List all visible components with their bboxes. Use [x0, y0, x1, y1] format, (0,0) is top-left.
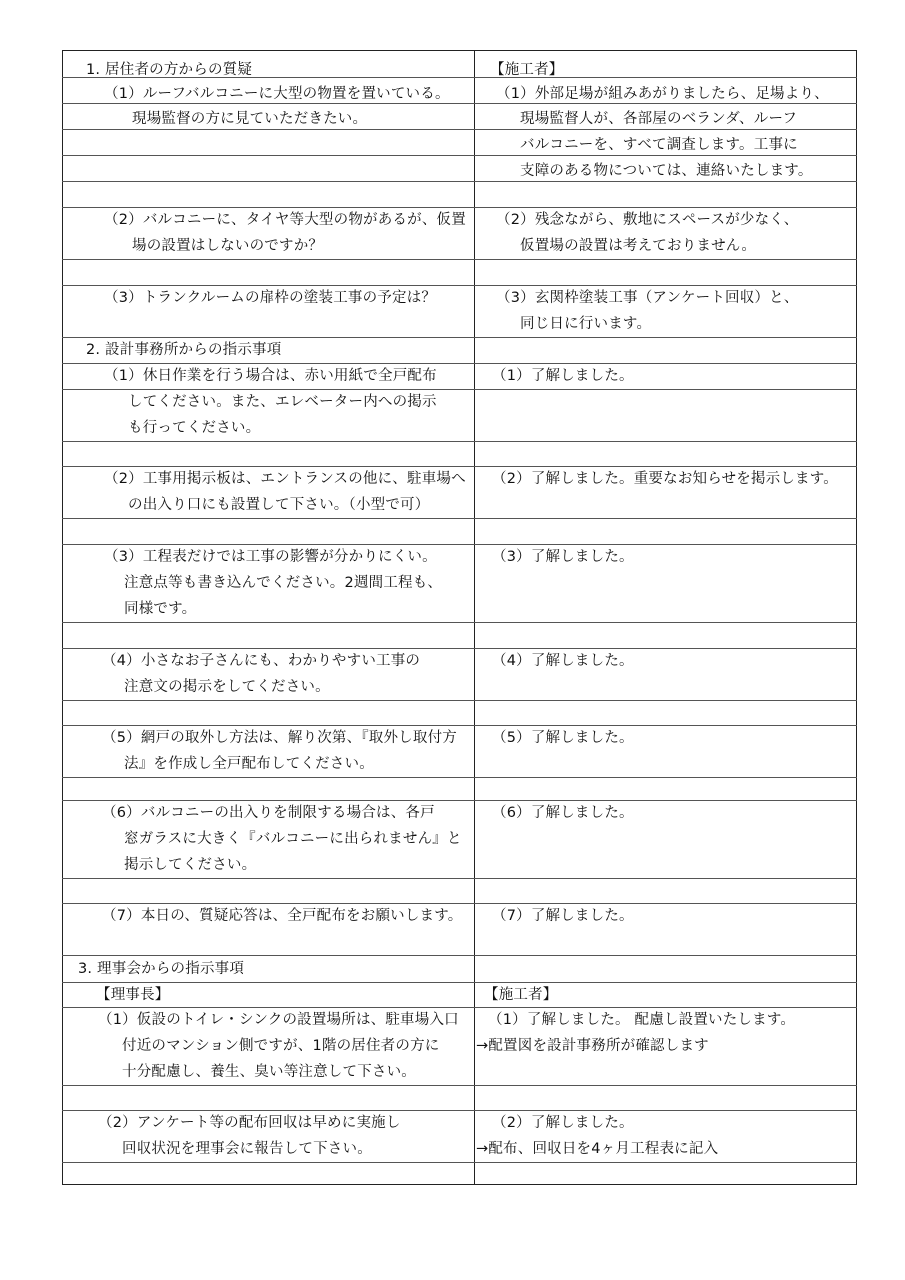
s2-q1-line3: も行ってください。	[128, 420, 261, 436]
s2-q6-line2: 窓ガラスに大きく『バルコニーに出られません』と	[124, 831, 462, 847]
s3-q1-line3: 十分配慮し、養生、臭い等注意して下さい。	[122, 1064, 416, 1080]
s2-q4-line2: 注意文の掲示をしてください。	[124, 679, 330, 695]
rule-line	[62, 259, 857, 260]
s2-q2-line2: の出入り口にも設置して下さい。（小型で可）	[128, 497, 430, 513]
s1-a3-line1: （3）玄関枠塗装工事（アンケート回収）と、	[496, 290, 799, 306]
s1-q1-line1: （1）ルーフバルコニーに大型の物置を置いている。	[104, 86, 450, 102]
s1-q3-line1: （3）トランクルームの扉枠の塗装工事の予定は？	[104, 290, 437, 306]
rule-line	[62, 982, 857, 983]
rule-line	[62, 441, 857, 442]
s2-a3: （3）了解しました。	[492, 549, 634, 565]
s1-a2-line1: （2）残念ながら、敷地にスペースが少なく、	[496, 212, 799, 228]
chairman-label: 【理事長】	[96, 987, 170, 1003]
section-3-heading: 3. 理事会からの指示事項	[78, 961, 245, 977]
s2-q6-line1: （6）バルコニーの出入りを制限する場合は、各戸	[102, 805, 435, 821]
s2-q1-line1: （1）休日作業を行う場合は、赤い用紙で全戸配布	[104, 368, 437, 384]
s1-a1-line1: （1）外部足場が組みあがりましたら、足場より、	[496, 86, 829, 102]
s2-q5-line2: 法』を作成し全戸配布してください。	[124, 756, 374, 772]
s2-a6: （6）了解しました。	[492, 805, 634, 821]
s2-q2-line1: （2）工事用掲示板は、エントランスの他に、駐車場へ	[104, 471, 466, 487]
s1-a1-line2: 現場監督人が、各部屋のベランダ、ルーフ	[520, 111, 798, 127]
s2-a7: （7）了解しました。	[492, 908, 634, 924]
s1-q2-line2: 場の設置はしないのですか？	[132, 238, 324, 254]
s1-a1-line4: 支障のある物については、連絡いたします。	[520, 163, 813, 179]
s2-a5: （5）了解しました。	[492, 730, 634, 746]
s2-q1-line2: してください。また、エレベーター内への掲示	[128, 394, 437, 410]
s2-a1: （1）了解しました。	[492, 368, 634, 384]
rule-line	[62, 700, 857, 701]
rule-line	[62, 518, 857, 519]
s2-q3-line1: （3）工程表だけでは工事の影響が分かりにくい。	[104, 549, 437, 565]
s2-q3-line3: 同様です。	[124, 601, 197, 617]
s3-q2-line2: 回収状況を理事会に報告して下さい。	[122, 1141, 372, 1157]
s2-q3-line2: 注意点等も書き込んでください。2週間工程も、	[124, 575, 443, 591]
s1-a1-line3: バルコニーを、すべて調査します。工事に	[520, 137, 798, 153]
s2-q6-line3: 掲示してください。	[124, 857, 257, 873]
rule-line	[62, 622, 857, 623]
s1-q1-line2: 現場監督の方に見ていただきたい。	[132, 111, 368, 127]
s2-a2: （2）了解しました。重要なお知らせを掲示します。	[492, 471, 838, 487]
section-2-heading: 2. 設計事務所からの指示事項	[86, 342, 282, 358]
s3-a2-line2: →配布、回収日を4ヶ月工程表に記入	[476, 1141, 719, 1157]
s3-q2-line1: （2）アンケート等の配布回収は早めに実施し	[98, 1115, 401, 1131]
section-1-heading: 1. 居住者の方からの質疑	[86, 62, 253, 78]
s2-q4-line1: （4）小さなお子さんにも、わかりやすい工事の	[102, 653, 421, 669]
rule-line	[62, 878, 857, 879]
s3-a2-line1: （2）了解しました。	[492, 1115, 634, 1131]
s3-a1-line2: →配置図を設計事務所が確認します	[476, 1038, 709, 1054]
s3-a1-line1: （1）了解しました。 配慮し設置いたします。	[488, 1012, 796, 1028]
s3-q1-line1: （1）仮設のトイレ・シンクの設置場所は、駐車場入口	[98, 1012, 459, 1028]
s1-a2-line2: 仮置場の設置は考えておりません。	[520, 238, 757, 254]
column-divider	[474, 50, 475, 1185]
s1-a3-line2: 同じ日に行います。	[520, 316, 652, 332]
rule-line	[62, 777, 857, 778]
s3-q1-line2: 付近のマンション側ですが、1階の居住者の方に	[122, 1038, 440, 1054]
s1-q2-line1: （2）バルコニーに、タイヤ等大型の物があるが、仮置	[104, 212, 466, 228]
rule-line	[62, 1085, 857, 1086]
rule-line	[62, 1162, 857, 1163]
s2-q5-line1: （5）網戸の取外し方法は、解り次第、『取外し取付方	[102, 730, 457, 746]
s2-a4: （4）了解しました。	[492, 653, 634, 669]
contractor-label-s3: 【施工者】	[484, 987, 558, 1003]
contractor-label: 【施工者】	[490, 62, 564, 78]
s2-q7-line1: （7）本日の、質疑応答は、全戸配布をお願いします。	[102, 908, 463, 924]
